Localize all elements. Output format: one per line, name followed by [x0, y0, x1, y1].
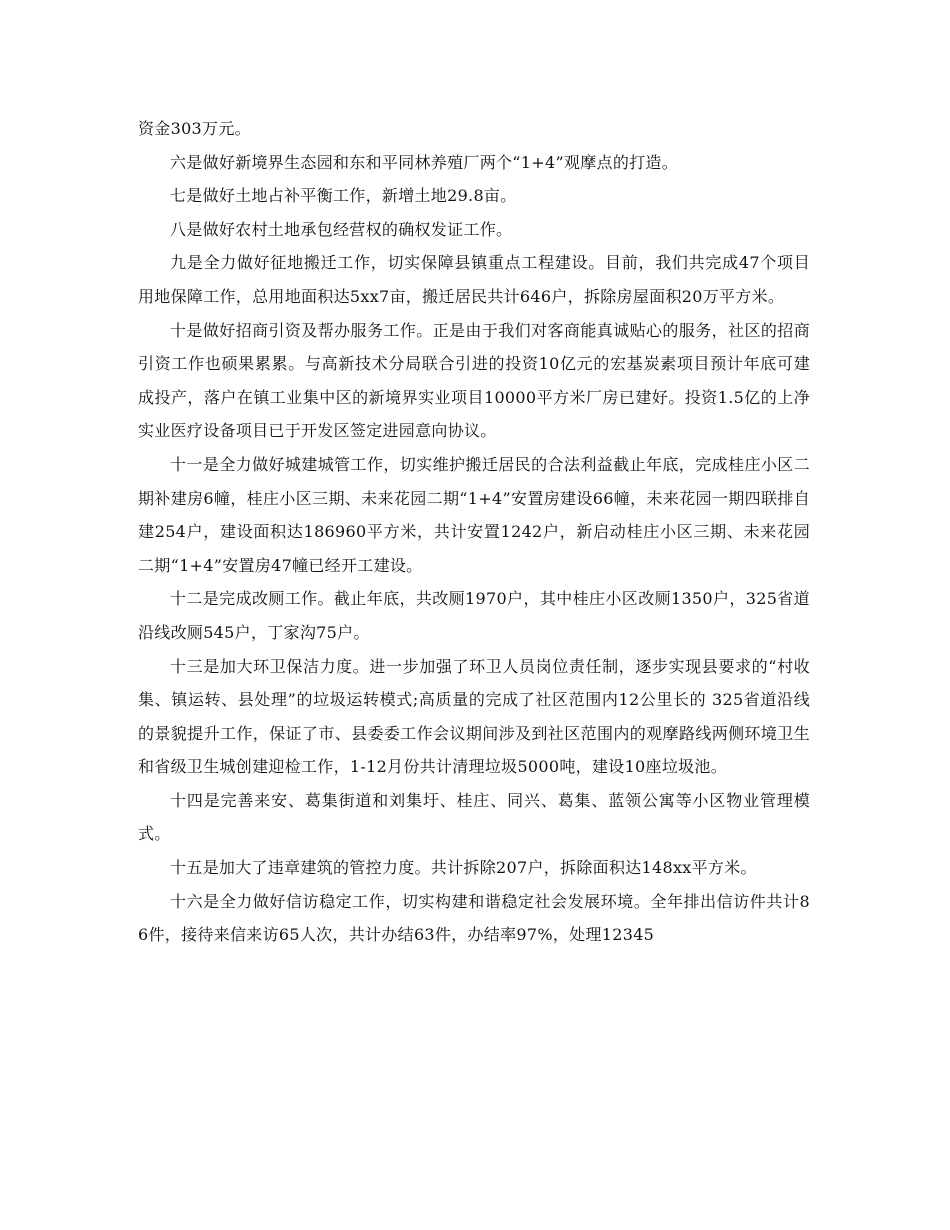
paragraph-continuation: 资金303万元。 [138, 119, 251, 138]
paragraph-fifteen: 十五是加大了违章建筑的管控力度。共计拆除207户，拆除面积达148xx平方米。 [170, 858, 757, 878]
paragraph-eight: 八是做好农村土地承包经营权的确权发证工作。 [170, 219, 513, 239]
document-body [138, 112, 810, 952]
paragraph-twelve: 十二是完成改厕工作。截止年底，共改厕1970户，其中桂庄小区改厕1350户，325省道沿线改厕545户，丁家沟75户。 [138, 589, 810, 642]
paragraph-sixteen: 十六是全力做好信访稳定工作，切实构建和谐稳定社会发展环境。全年排出信访件共计86件，接待来信来访65人次，共计办结63件，办结率97%，处理12345 [138, 891, 810, 945]
paragraph-seven: 七是做好土地占补平衡工作，新增土地29.8亩。 [170, 186, 517, 206]
paragraph-thirteen: 十三是加大环卫保洁力度。进一步加强了环卫人员岗位责任制，逐步实现县要求的“村收集、镇运转、县处理”的垃圾运转模式;高质量的完成了社区范围内12公里长的 325省道沿线的景貌提升工作，保证了市、县委委工作会议期间涉及到社区范围内的观摩路线两侧环境卫生和省级卫生城创建迎检工作，1-12月份共计清理垃圾5000吨，建设10座垃圾池。 [138, 656, 810, 777]
paragraph-fourteen: 十四是完善来安、葛集街道和刘集圩、桂庄、同兴、葛集、蓝领公寓等小区物业管理模式。 [138, 790, 810, 844]
paragraph-nine: 九是全力做好征地搬迁工作，切实保障县镇重点工程建设。目前，我们共完成47个项目用地保障工作，总用地面积达5xx7亩，搬迁居民共计646户，拆除房屋面积20万平方米。 [138, 253, 810, 306]
paragraph-ten: 十是做好招商引资及帮办服务工作。正是由于我们对客商能真诚贴心的服务，社区的招商引资工作也硕果累累。与高新技术分局联合引进的投资10亿元的宏基炭素项目预计年底可建成投产，落户在镇工业集中区的新境界实业项目10000平方米厂房已建好。投资1.5亿的上净实业医疗设备项目已于开发区签定进园意向协议。 [138, 320, 810, 441]
paragraph-eleven: 十一是全力做好城建城管工作，切实维护搬迁居民的合法利益截止年底，完成桂庄小区二期补建房6幢，桂庄小区三期、未来花园二期“1+4”安置房建设66幢，未来花园一期四联排自建254户，建设面积达186960平方米，共计安置1242户，新启动桂庄小区三期、未来花园二期“1+4”安置房47幢已经开工建设。 [138, 454, 810, 575]
paragraph-six: 六是做好新境界生态园和东和平同林养殖厂两个“1+4”观摩点的打造。 [170, 152, 679, 172]
